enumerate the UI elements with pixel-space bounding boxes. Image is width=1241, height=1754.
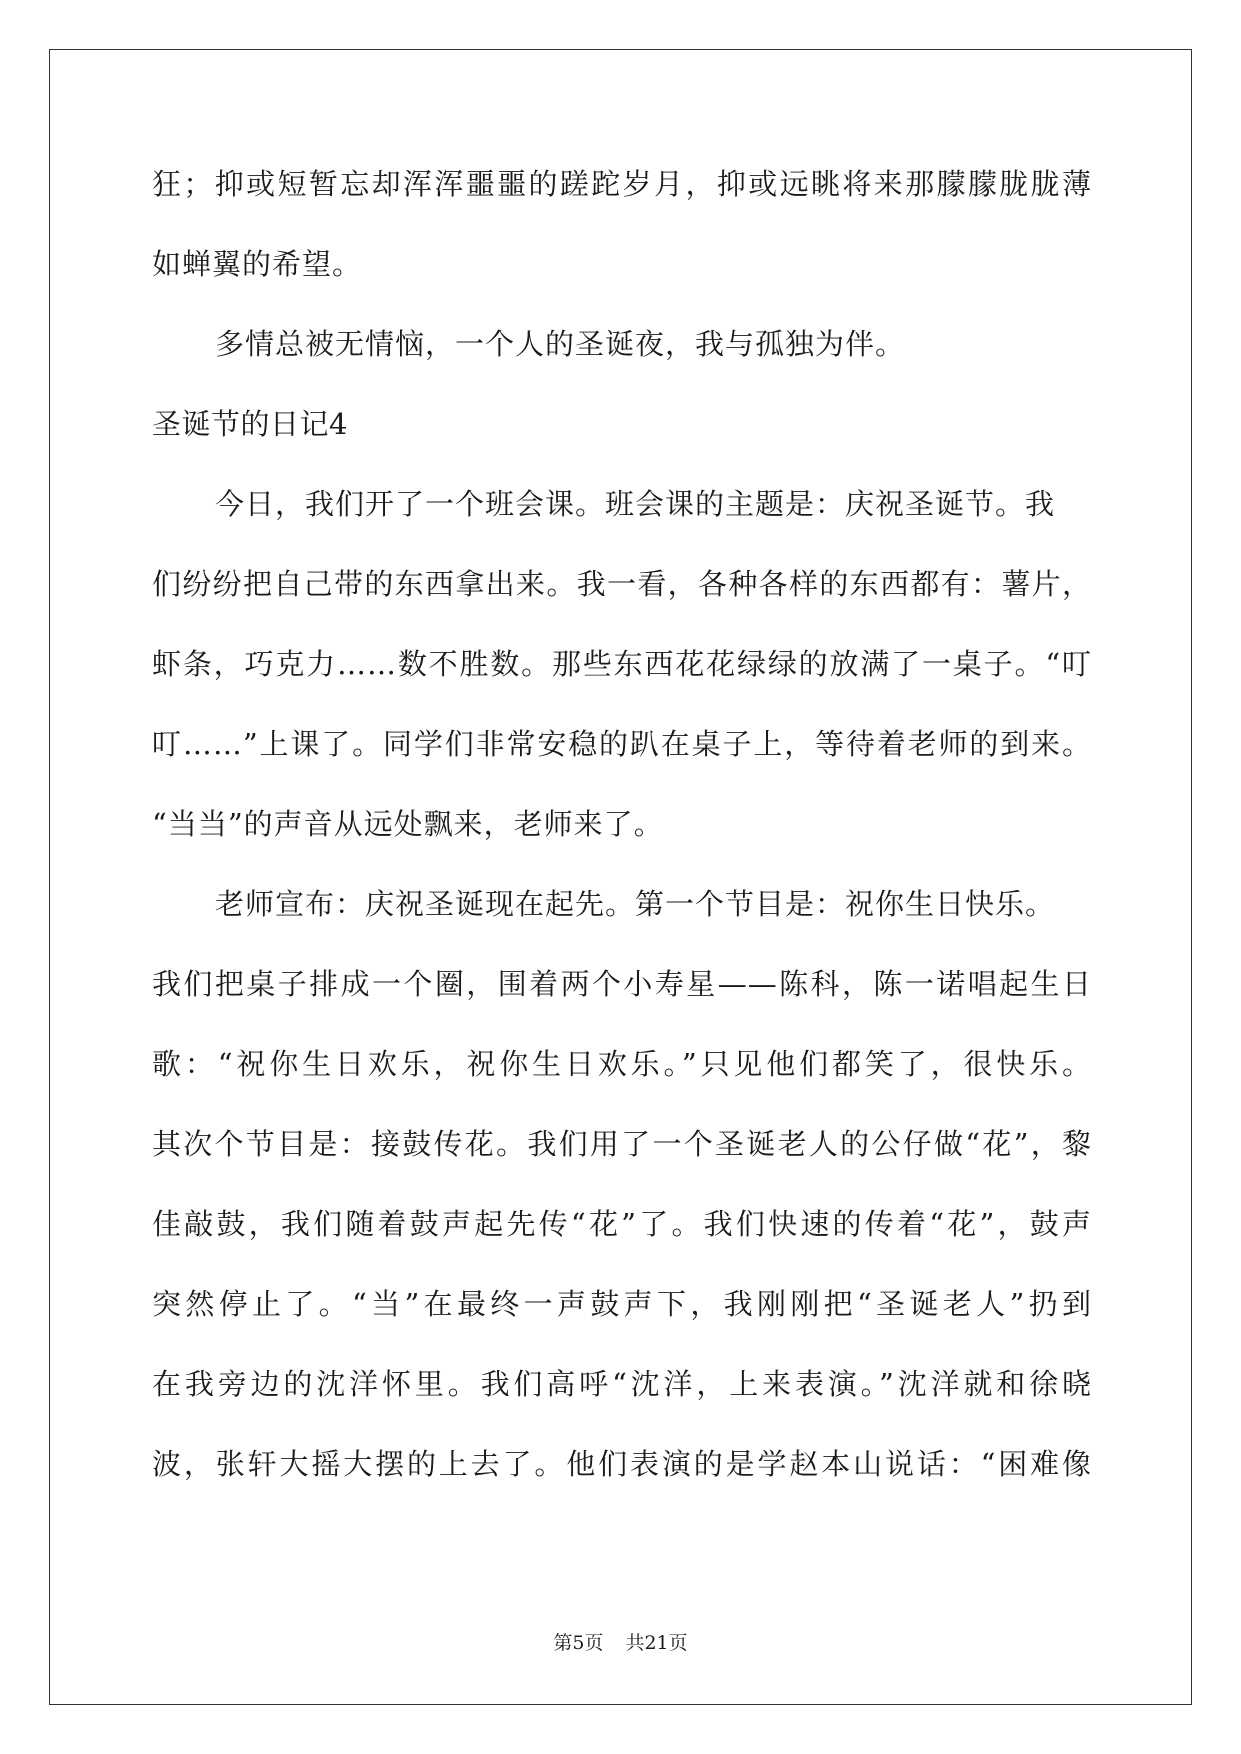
text-line: 狂；抑或短暂忘却浑浑噩噩的蹉跎岁月，抑或远眺将来那朦朦胧胧薄	[152, 167, 1092, 201]
text-line: 波，张轩大摇大摆的上去了。他们表演的是学赵本山说话：“困难像	[152, 1447, 1092, 1481]
text-line: 突然停止了。“当”在最终一声鼓声下，我刚刚把“圣诞老人”扔到	[152, 1287, 1092, 1321]
text-line: 佳敲鼓，我们随着鼓声起先传“花”了。我们快速的传着“花”，鼓声	[152, 1207, 1092, 1241]
paragraph-start-line: 老师宣布：庆祝圣诞现在起先。第一个节目是：祝你生日快乐。	[215, 887, 1056, 921]
text-line: 歌：“祝你生日欢乐，祝你生日欢乐。”只见他们都笑了，很快乐。	[152, 1047, 1092, 1081]
text-line: 叮……”上课了。同学们非常安稳的趴在桌子上，等待着老师的到来。	[152, 727, 1092, 761]
text-line: 虾条，巧克力……数不胜数。那些东西花花绿绿的放满了一桌子。“叮	[152, 647, 1092, 681]
text-line: 们纷纷把自己带的东西拿出来。我一看，各种各样的东西都有：薯片，	[152, 567, 1092, 601]
paragraph-start-line: 多情总被无情恼，一个人的圣诞夜，我与孤独为伴。	[215, 327, 906, 361]
page-footer	[0, 1628, 1241, 1655]
total-pages: 共21页	[625, 1632, 688, 1654]
text-line: 其次个节目是：接鼓传花。我们用了一个圣诞老人的公仔做“花”，黎	[152, 1127, 1092, 1161]
text-line: 如蝉翼的希望。	[152, 247, 363, 281]
page-number: 第5页	[553, 1632, 604, 1654]
text-line: 在我旁边的沈洋怀里。我们高呼“沈洋，上来表演。”沈洋就和徐晓	[152, 1367, 1092, 1401]
paragraph-start-line: 今日，我们开了一个班会课。班会课的主题是：庆祝圣诞节。我	[215, 487, 1056, 521]
text-line: 我们把桌子排成一个圈，围着两个小寿星——陈科，陈一诺唱起生日	[152, 967, 1092, 1001]
section-heading: 圣诞节的日记4	[152, 407, 348, 441]
text-line: “当当”的声音从远处飘来，老师来了。	[152, 807, 664, 841]
